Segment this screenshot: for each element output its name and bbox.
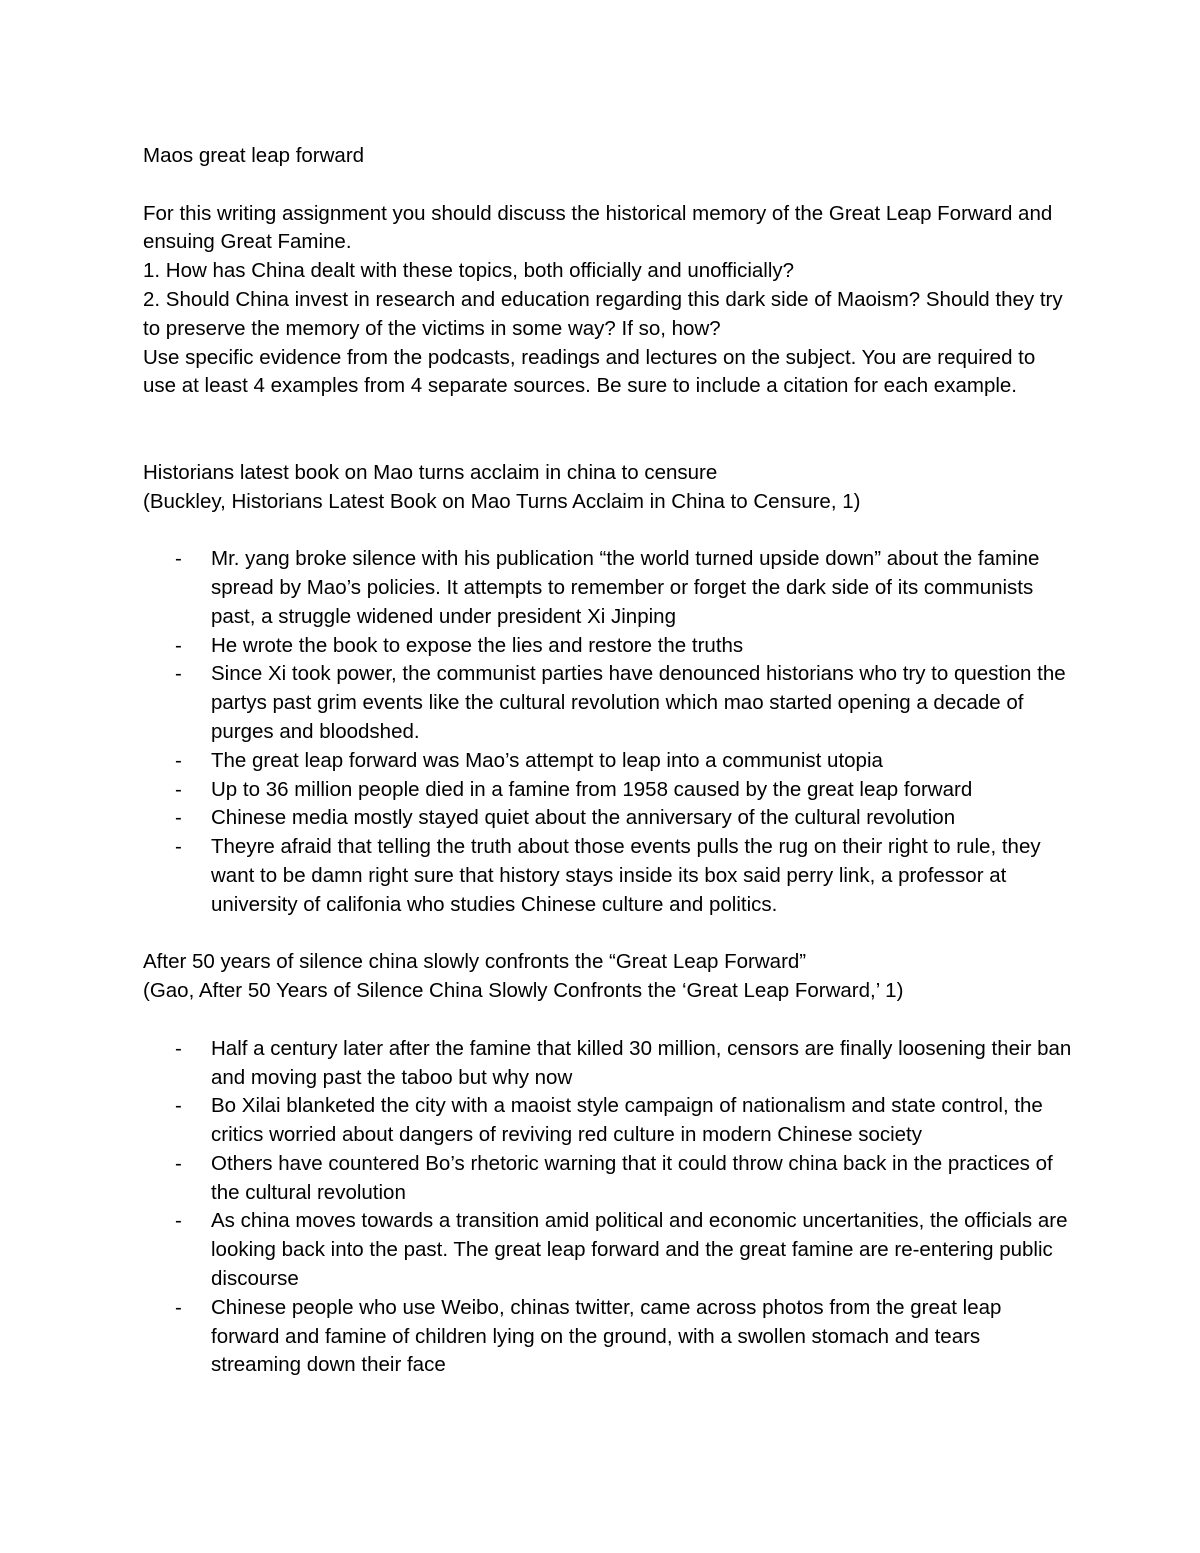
document-title: Maos great leap forward	[143, 144, 365, 167]
list-item	[143, 632, 1073, 661]
dash-bullet: -	[175, 1151, 182, 1175]
dash-bullet: -	[175, 633, 182, 657]
document-body	[143, 142, 1073, 1380]
dash-bullet: -	[175, 1036, 182, 1060]
dash-bullet: -	[175, 547, 182, 571]
section-heading: Historians latest book on Mao turns acclaim in china to censure	[143, 460, 718, 484]
dash-bullet: -	[175, 835, 182, 859]
prompt-instructions: Use specific evidence from the podcasts, readings and lectures on the subject. You are required to use at least 4 examples from 4 separate sources. Be sure to include a citation for each example.	[143, 345, 1036, 398]
section-citation: (Buckley, Historians Latest Book on Mao Turns Acclaim in China to Censure, 1)	[143, 489, 861, 513]
assignment-prompt	[143, 200, 1073, 402]
list-item-text: Chinese people who use Weibo, chinas twitter, came across photos from the great leap forward and famine of children lying on the ground, with a swollen stomach and tears streaming down their face	[211, 1295, 1002, 1377]
list-item-text: Mr. yang broke silence with his publication “the world turned upside down” about the famine spread by Mao’s policies. It attempts to remember or forget the dark side of its communists past, a struggle widened under president Xi Jinping	[211, 547, 1040, 628]
spacer	[143, 920, 1073, 949]
list-item	[143, 660, 1073, 746]
list-item-text: Half a century later after the famine that killed 30 million, censors are finally loosening their ban and moving past the taboo but why now	[211, 1036, 1072, 1089]
dash-bullet: -	[175, 662, 182, 686]
list-item	[143, 804, 1073, 833]
prompt-question-1: 1. How has China dealt with these topics, both officially and unofficially?	[143, 259, 795, 283]
list-item	[143, 545, 1073, 631]
list-item-text: As china moves towards a transition amid political and economic uncertanities, the officials are looking back into the past. The great leap forward and the great famine are re-entering public discourse	[211, 1209, 1068, 1291]
list-item	[143, 1207, 1073, 1293]
list-item	[143, 1150, 1073, 1208]
list-item-text: Since Xi took power, the communist parties have denounced historians who try to question the partys past grim events like the cultural revolution which mao started opening a decade of purges and bloodshed.	[211, 662, 1066, 743]
list-item	[143, 1294, 1073, 1380]
source-section-2	[143, 948, 1073, 1380]
dash-bullet: -	[175, 1295, 182, 1319]
list-item-text: Theyre afraid that telling the truth about those events pulls the rug on their right to rule, they want to be damn right sure that history stays inside its box said perry link, a professor at university of califonia who studies Chinese culture and politics.	[211, 835, 1041, 916]
prompt-question-2: 2. Should China invest in research and education regarding this dark side of Maoism? Should they try to preserve the memory of the victims in some way? If so, how?	[143, 287, 1063, 340]
list-item-text: Chinese media mostly stayed quiet about the anniversary of the cultural revolution	[211, 806, 956, 830]
bullet-list	[143, 1035, 1073, 1381]
list-item	[143, 1092, 1073, 1150]
section-heading: After 50 years of silence china slowly confronts the “Great Leap Forward”	[143, 950, 807, 974]
list-item	[143, 747, 1073, 776]
list-item	[143, 776, 1073, 805]
section-citation: (Gao, After 50 Years of Silence China Slowly Confronts the ‘Great Leap Forward,’ 1)	[143, 979, 904, 1003]
spacer	[143, 430, 1073, 459]
source-section-1	[143, 459, 1073, 920]
prompt-paragraph: For this writing assignment you should discuss the historical memory of the Great Leap Forward and ensuing Great Famine.	[143, 201, 1053, 254]
list-item-text: He wrote the book to expose the lies and restore the truths	[211, 633, 744, 657]
list-item	[143, 833, 1073, 919]
dash-bullet: -	[175, 1209, 182, 1233]
list-item-text: The great leap forward was Mao’s attempt to leap into a communist utopia	[211, 748, 883, 772]
dash-bullet: -	[175, 1094, 182, 1118]
list-item-text: Up to 36 million people died in a famine from 1958 caused by the great leap forward	[211, 777, 973, 801]
dash-bullet: -	[175, 748, 182, 772]
dash-bullet: -	[175, 806, 182, 830]
list-item-text: Others have countered Bo’s rhetoric warning that it could throw china back in the practices of the cultural revolution	[211, 1151, 1053, 1204]
list-item	[143, 1035, 1073, 1093]
list-item-text: Bo Xilai blanketed the city with a maoist style campaign of nationalism and state control, the critics worried about dangers of reviving red culture in modern Chinese society	[211, 1094, 1043, 1147]
bullet-list	[143, 545, 1073, 919]
dash-bullet: -	[175, 777, 182, 801]
